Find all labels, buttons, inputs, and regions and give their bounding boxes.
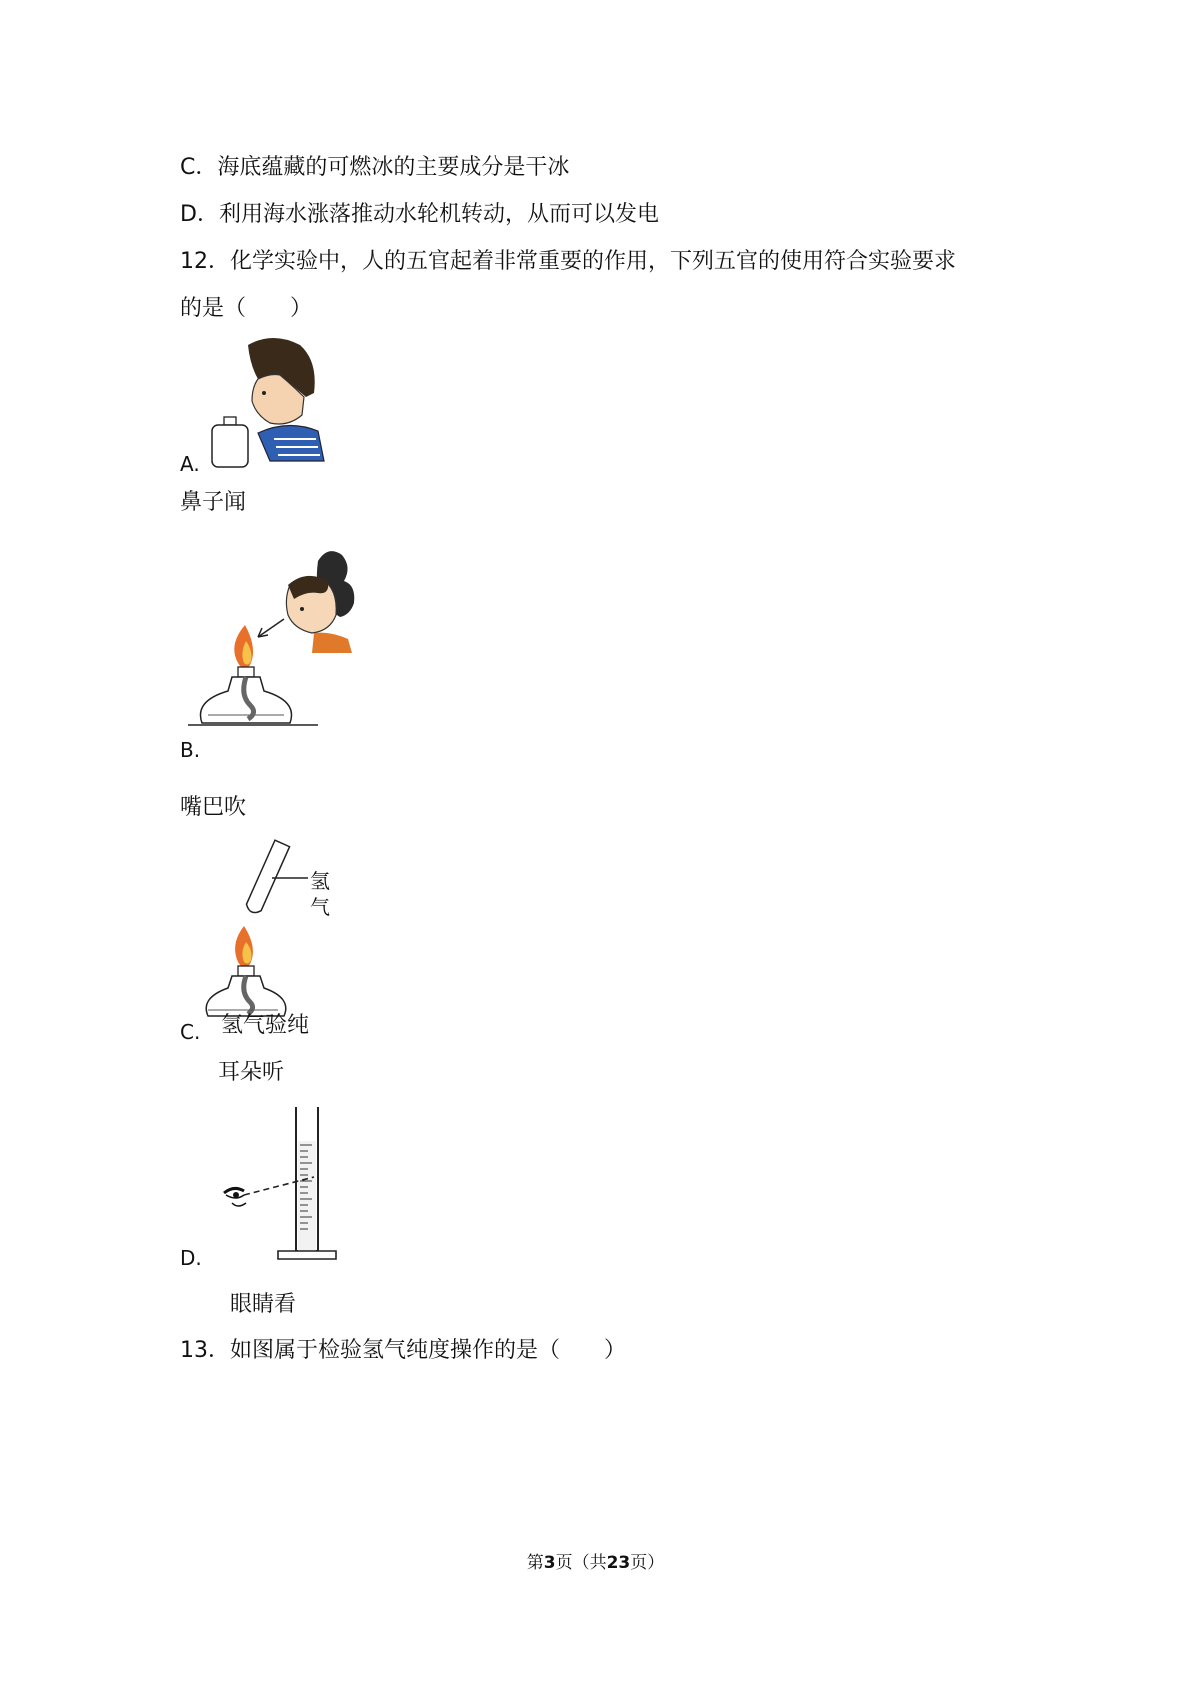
- option-c-previous: C．海底蕴藏的可燃冰的主要成分是干冰: [180, 155, 570, 180]
- footer-page-number: 3: [543, 1553, 556, 1573]
- option-d-label: D.: [180, 1246, 202, 1270]
- figure-blowing-lamp: [218, 545, 368, 765]
- footer-prefix: 第: [526, 1553, 544, 1573]
- tube-label: 氢 气: [310, 869, 330, 919]
- footer-suffix: 页）: [630, 1553, 665, 1573]
- figure-reading-cylinder: [218, 1105, 348, 1267]
- footer-mid: 页（共: [555, 1553, 607, 1573]
- option-c-caption: 耳朵听: [218, 1060, 285, 1085]
- figure-text-hydrogen-purity: 氢气验纯: [221, 1013, 310, 1038]
- option-d-caption: 眼睛看: [230, 1292, 297, 1317]
- footer-total-pages: 23: [606, 1553, 631, 1573]
- option-a-label: A.: [180, 452, 200, 476]
- question-12-line-2: 的是（ ）: [180, 296, 313, 321]
- figure-hydrogen-test: [218, 840, 338, 1010]
- option-b-caption: 嘴巴吹: [180, 795, 247, 820]
- option-b-label: B.: [180, 738, 201, 762]
- question-13: 13．如图属于检验氢气纯度操作的是（ ）: [180, 1338, 626, 1363]
- option-a-caption: 鼻子闻: [180, 490, 247, 515]
- figure-smelling-bottle: [218, 335, 338, 471]
- option-c-label: C.: [180, 1020, 201, 1044]
- option-d-previous: D．利用海水涨落推动水轮机转动，从而可以发电: [180, 202, 659, 227]
- question-12-line-1: 12．化学实验中，人的五官起着非常重要的作用，下列五官的使用符合实验要求: [180, 249, 956, 274]
- page-footer: [0, 1548, 1191, 1573]
